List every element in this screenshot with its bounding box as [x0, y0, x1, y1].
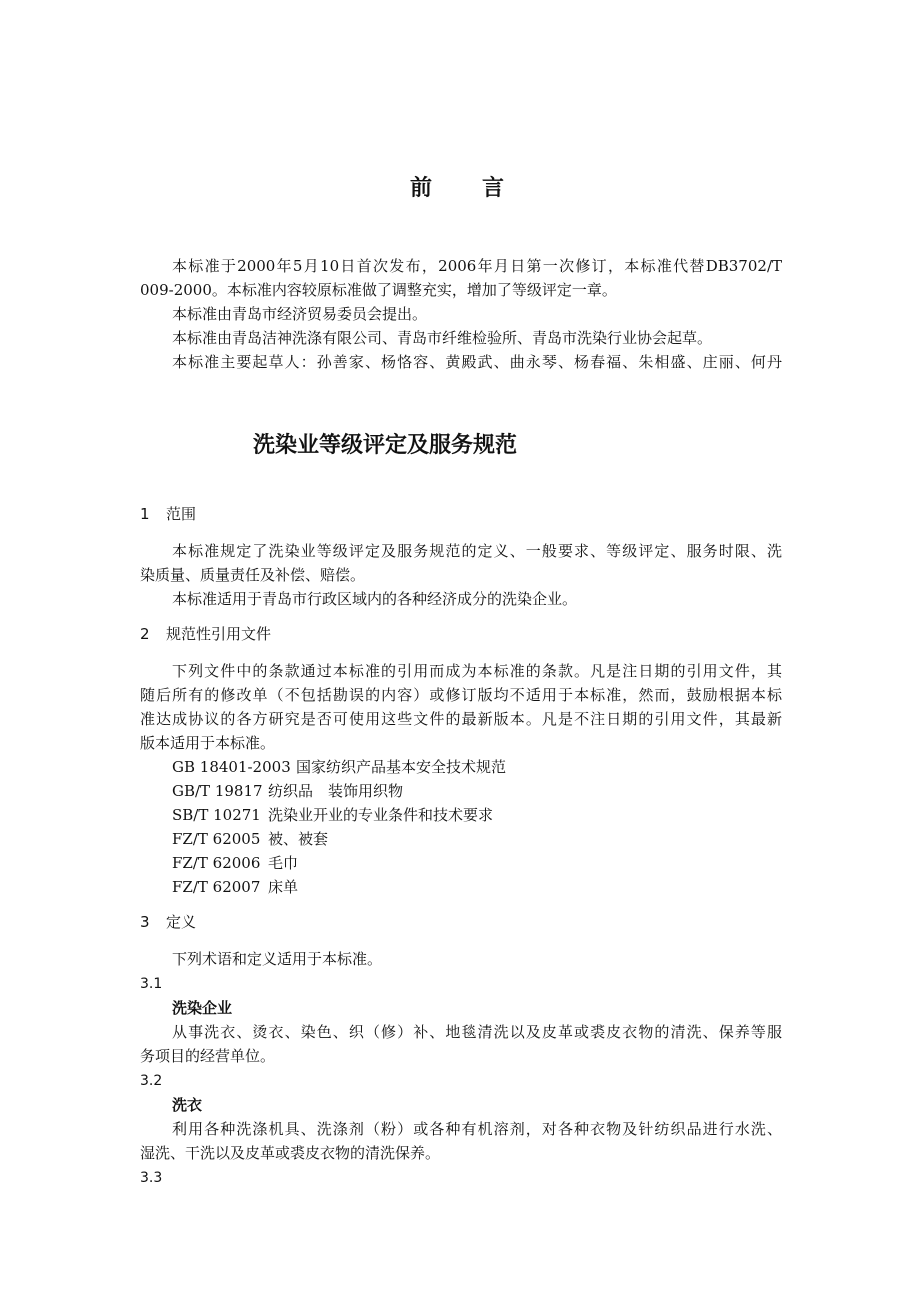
section-heading	[140, 502, 196, 526]
reference-item	[172, 851, 782, 875]
preface-line: 本标准于2000年5月10日首次发布，2006年月日第一次修订，本标准代替DB3702/T	[172, 257, 782, 275]
body-line: 利用各种洗涤机具、洗涤剂（粉）或各种有机溶剂，对各种衣物及针纺织品进行水洗、	[172, 1120, 782, 1138]
section-number: 3	[140, 913, 150, 931]
section-title: 定义	[166, 913, 197, 931]
preface-title: 前 言	[410, 176, 507, 201]
body-line: 下列术语和定义适用于本标准。	[172, 950, 383, 968]
document-title: 洗染业等级评定及服务规范	[253, 433, 518, 458]
term-name: 洗染企业	[172, 999, 233, 1017]
reference-code: FZ/T 62005	[172, 830, 261, 848]
preface-line: 本标准由青岛市经济贸易委员会提出。	[172, 305, 428, 323]
section-title: 规范性引用文件	[166, 625, 272, 643]
reference-item	[172, 803, 782, 827]
body-line: 染质量、质量责任及补偿、赔偿。	[140, 566, 366, 584]
body-line: 湿洗、干洗以及皮革或裘皮衣物的清洗保养。	[140, 1144, 441, 1162]
reference-code: SB/T 10271	[172, 806, 261, 824]
reference-name: 洗染业开业的专业条件和技术要求	[268, 806, 494, 824]
reference-item	[172, 779, 782, 803]
reference-code: FZ/T 62007	[172, 878, 261, 896]
reference-item	[172, 755, 782, 779]
reference-name: 纺织品 装饰用织物	[268, 782, 404, 800]
body-line: 下列文件中的条款通过本标准的引用而成为本标准的条款。凡是注日期的引用文件，其	[172, 662, 782, 680]
reference-item	[172, 875, 782, 899]
preface-line: 009-2000。本标准内容较原标准做了调整充实，增加了等级评定一章。	[140, 281, 617, 299]
section-number: 1	[140, 505, 150, 523]
reference-name: 毛巾	[268, 854, 299, 872]
term-name: 洗衣	[172, 1096, 203, 1114]
section-heading	[140, 910, 196, 934]
body-line: 本标准规定了洗染业等级评定及服务规范的定义、一般要求、等级评定、服务时限、洗	[172, 542, 782, 560]
section-number: 2	[140, 625, 150, 643]
body-line: 版本适用于本标准。	[140, 734, 276, 752]
body-line: 从事洗衣、烫衣、染色、织（修）补、地毯清洗以及皮革或裘皮衣物的清洗、保养等服	[172, 1023, 782, 1041]
body-line: 随后所有的修改单（不包括勘误的内容）或修订版均不适用于本标准，然而，鼓励根据本标	[140, 686, 782, 704]
reference-name: 床单	[268, 878, 299, 896]
term-number: 3.3	[140, 1170, 163, 1186]
preface-line: 本标准由青岛洁神洗涤有限公司、青岛市纤维检验所、青岛市洗染行业协会起草。	[172, 329, 713, 347]
term-number: 3.1	[140, 976, 163, 992]
reference-item	[172, 827, 782, 851]
section-heading	[140, 622, 271, 646]
reference-name: 国家纺织产品基本安全技术规范	[296, 758, 507, 776]
body-line: 务项目的经营单位。	[140, 1047, 276, 1065]
body-line: 准达成协议的各方研究是否可使用这些文件的最新版本。凡是不注日期的引用文件，其最新	[140, 710, 782, 728]
term-number: 3.2	[140, 1073, 163, 1089]
preface-line: 本标准主要起草人：孙善家、杨恪容、黄殿武、曲永琴、杨春福、朱相盛、庄丽、何丹	[172, 353, 782, 371]
reference-code: GB/T 19817	[172, 782, 263, 800]
reference-name: 被、被套	[268, 830, 329, 848]
reference-code: GB 18401-2003	[172, 758, 291, 776]
section-title: 范围	[166, 505, 197, 523]
body-line: 本标准适用于青岛市行政区域内的各种经济成分的洗染企业。	[172, 590, 578, 608]
reference-code: FZ/T 62006	[172, 854, 261, 872]
